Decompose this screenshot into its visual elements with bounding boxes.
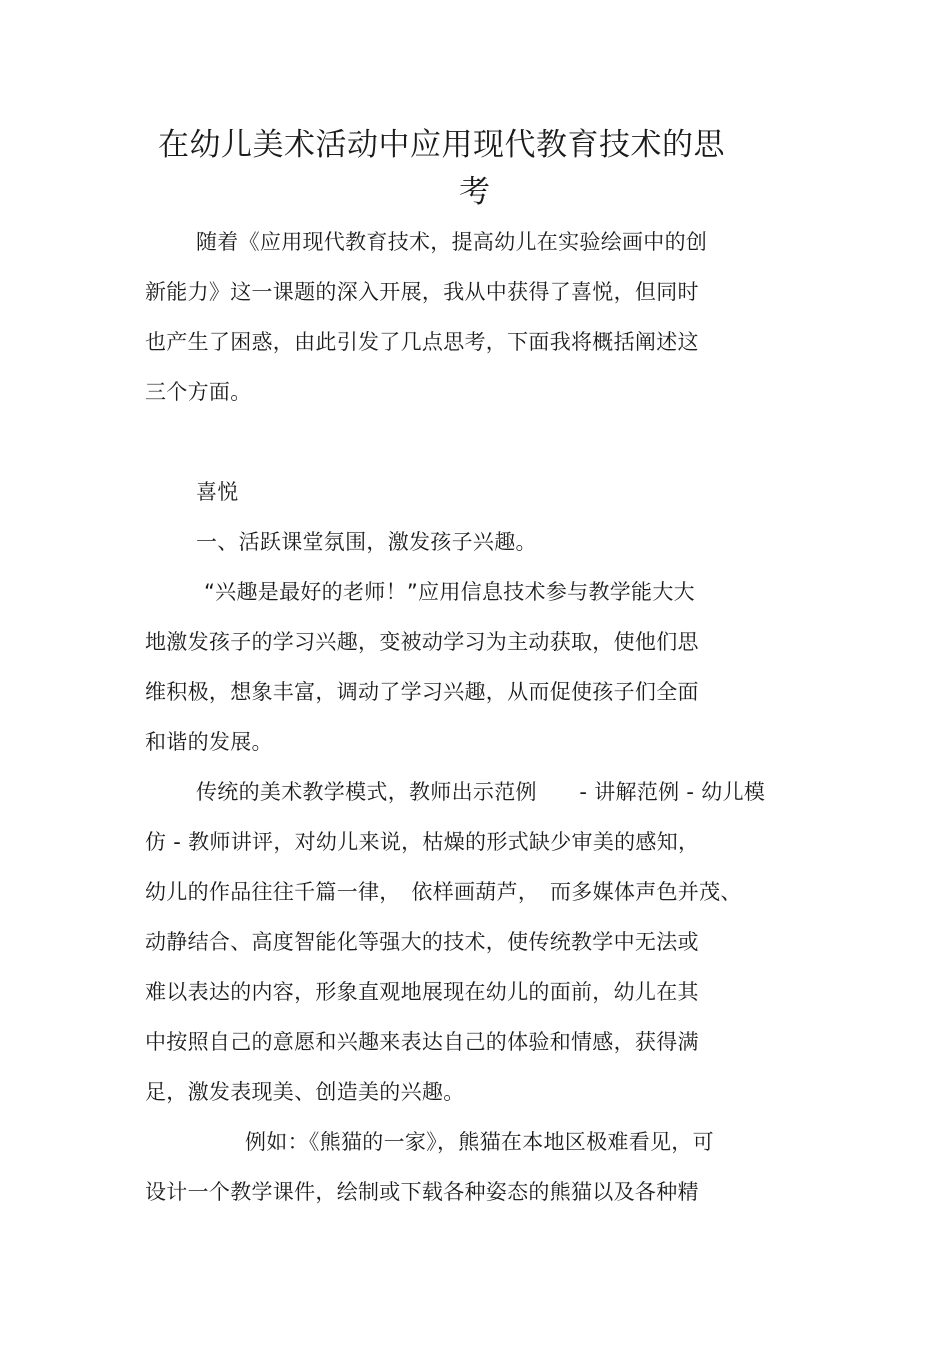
paragraph-1-line-4: 三个方面。: [145, 380, 252, 404]
paragraph-1-line-3: 也产生了困惑，由此引发了几点思考，下面我将概括阐述这: [145, 330, 699, 354]
paragraph-3-line-2: 仿 - 教师讲评，对幼儿来说，枯燥的形式缺少审美的感知，: [145, 830, 700, 854]
paragraph-3-line-6: 中按照自己的意愿和兴趣来表达自己的体验和情感，获得满: [145, 1030, 699, 1054]
paragraph-3-line-7: 足，激发表现美、创造美的兴趣。: [145, 1080, 465, 1104]
paragraph-2-line-4: 和谐的发展。: [145, 730, 273, 754]
paragraph-2-line-2: 地激发孩子的学习兴趣，变被动学习为主动获取，使他们思: [145, 630, 699, 654]
document-title-line-2: 考: [459, 174, 491, 210]
paragraph-3-line-3: 幼儿的作品往往千篇一律， 依样画葫芦， 而多媒体声色并茂、: [145, 880, 742, 904]
paragraph-2-line-1: “兴趣是最好的老师！”应用信息技术参与教学能大大: [204, 580, 695, 604]
paragraph-3-line-1: 传统的美术教学模式，教师出示范例 - 讲解范例 - 幼儿模: [196, 780, 766, 804]
section-heading-joy: 喜悦: [196, 480, 239, 504]
paragraph-4-line-1: 例如：《熊猫的一家》，熊猫在本地区极难看见，可: [245, 1130, 714, 1154]
paragraph-3-line-5: 难以表达的内容，形象直观地展现在幼儿的面前，幼儿在其: [145, 980, 699, 1004]
paragraph-4-line-2: 设计一个教学课件，绘制或下载各种姿态的熊猫以及各种精: [145, 1180, 699, 1204]
paragraph-1-line-1: 随着《应用现代教育技术，提高幼儿在实验绘画中的创: [196, 230, 708, 254]
paragraph-2-line-3: 维积极，想象丰富，调动了学习兴趣，从而促使孩子们全面: [145, 680, 699, 704]
document-title-line-1: 在幼儿美术活动中应用现代教育技术的思: [158, 127, 725, 163]
paragraph-3-line-4: 动静结合、高度智能化等强大的技术，使传统教学中无法或: [145, 930, 699, 954]
subheading-1: 一、活跃课堂氛围，激发孩子兴趣。: [196, 530, 537, 554]
paragraph-1-line-2: 新能力》这一课题的深入开展，我从中获得了喜悦，但同时: [145, 280, 699, 304]
